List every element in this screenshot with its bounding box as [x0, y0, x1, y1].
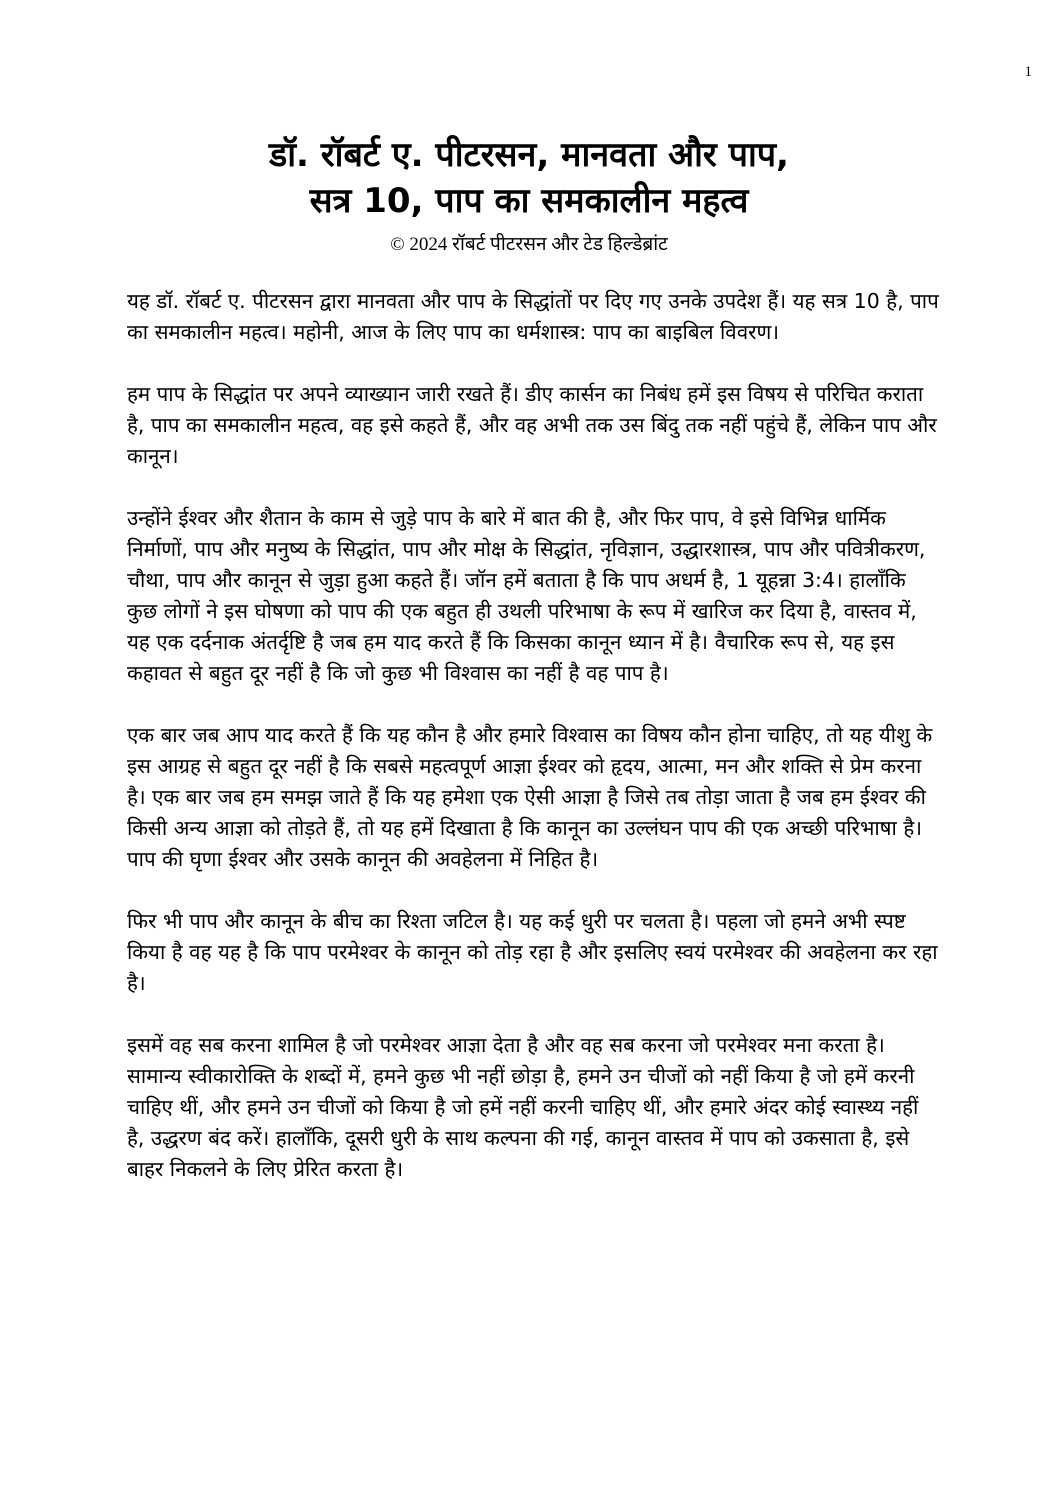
paragraph: उन्होंने ईश्वर और शैतान के काम से जुड़े पाप के बारे में बात की है, और फिर पाप, वे इसे विभिन्न धार्मिक निर्माणों, पाप और मनुष्य के सिद्धांत, पाप और मोक्ष के सिद्धांत, नृविज्ञान, उद्धारशास्त्र, पाप और पवित्रीकरण, चौथा, पाप और कानून से जुड़ा हुआ कहते हैं। जॉन हमें बताता है कि पाप अधर्म है, 1 यूहन्ना 3:4। हालाँकि कुछ लोगों ने इस घोषणा को पाप की एक बहुत ही उथली परिभाषा के रूप में खारिज कर दिया है, वास्तव में, यह एक दर्दनाक अंतर्दृष्टि है जब हम याद करते हैं कि किसका कानून ध्यान में है। वैचारिक रूप से, यह इस कहावत से बहुत दूर नहीं है कि जो कुछ भी विश्वास का नहीं है वह पाप है। [127, 506, 926, 685]
copyright-line: © 2024 रॉबर्ट पीटरसन और टेड हिल्डेब्रांट [390, 234, 668, 255]
title-line-1: डॉ. रॉबर्ट ए. पीटरसन, मानवता और पाप, [269, 135, 789, 175]
paragraph: हम पाप के सिद्धांत पर अपने व्याख्यान जारी रखते हैं। डीए कार्सन का निबंध हमें इस विषय से परिचित कराता है, पाप का समकालीन महत्व, वह इसे कहते हैं, और वह अभी तक उस बिंदु तक नहीं पहुंचे हैं, लेकिन पाप और कानून। [127, 382, 937, 468]
document-title [0, 132, 1058, 224]
page-number: 1 [1024, 64, 1032, 80]
paragraph: एक बार जब आप याद करते हैं कि यह कौन है और हमारे विश्वास का विषय कौन होना चाहिए, तो यह यीशु के इस आग्रह से बहुत दूर नहीं है कि सबसे महत्वपूर्ण आज्ञा ईश्वर को हृदय, आत्मा, मन और शक्ति से प्रेम करना है। एक बार जब हम समझ जाते हैं कि यह हमेशा एक ऐसी आज्ञा है जिसे तब तोड़ा जाता है जब हम ईश्वर की किसी अन्य आज्ञा को तोड़ते हैं, तो यह हमें दिखाता है कि कानून का उल्लंघन पाप की एक अच्छी परिभाषा है। पाप की घृणा ईश्वर और उसके कानून की अवहेलना में निहित है। [127, 723, 933, 871]
title-line-2: सत्र 10, पाप का समकालीन महत्व [309, 181, 749, 221]
document-body [127, 286, 942, 1216]
paragraph: फिर भी पाप और कानून के बीच का रिश्ता जटिल है। यह कई धुरी पर चलता है। पहला जो हमने अभी स्पष्ट किया है वह यह है कि पाप परमेश्वर के कानून को तोड़ रहा है और इसलिए स्वयं परमेश्वर की अवहेलना कर रहा है। [127, 909, 938, 995]
paragraph: यह डॉ. रॉबर्ट ए. पीटरसन द्वारा मानवता और पाप के सिद्धांतों पर दिए गए उनके उपदेश हैं। यह सत्र 10 है, पाप का समकालीन महत्व। महोनी, आज के लिए पाप का धर्मशास्त्र: पाप का बाइबिल विवरण। [127, 289, 939, 344]
paragraph: इसमें वह सब करना शामिल है जो परमेश्वर आज्ञा देता है और वह सब करना जो परमेश्वर मना करता है। सामान्य स्वीकारोक्ति के शब्दों में, हमने कुछ भी नहीं छोड़ा है, हमने उन चीजों को नहीं किया है जो हमें करनी चाहिए थीं, और हमने उन चीजों को किया है जो हमें नहीं करनी चाहिए थीं, और हमारे अंदर कोई स्वास्थ्य नहीं है, उद्धरण बंद करें। हालाँकि, दूसरी धुरी के साथ कल्पना की गई, कानून वास्तव में पाप को उकसाता है, इसे बाहर निकलने के लिए प्रेरित करता है। [127, 1033, 919, 1181]
